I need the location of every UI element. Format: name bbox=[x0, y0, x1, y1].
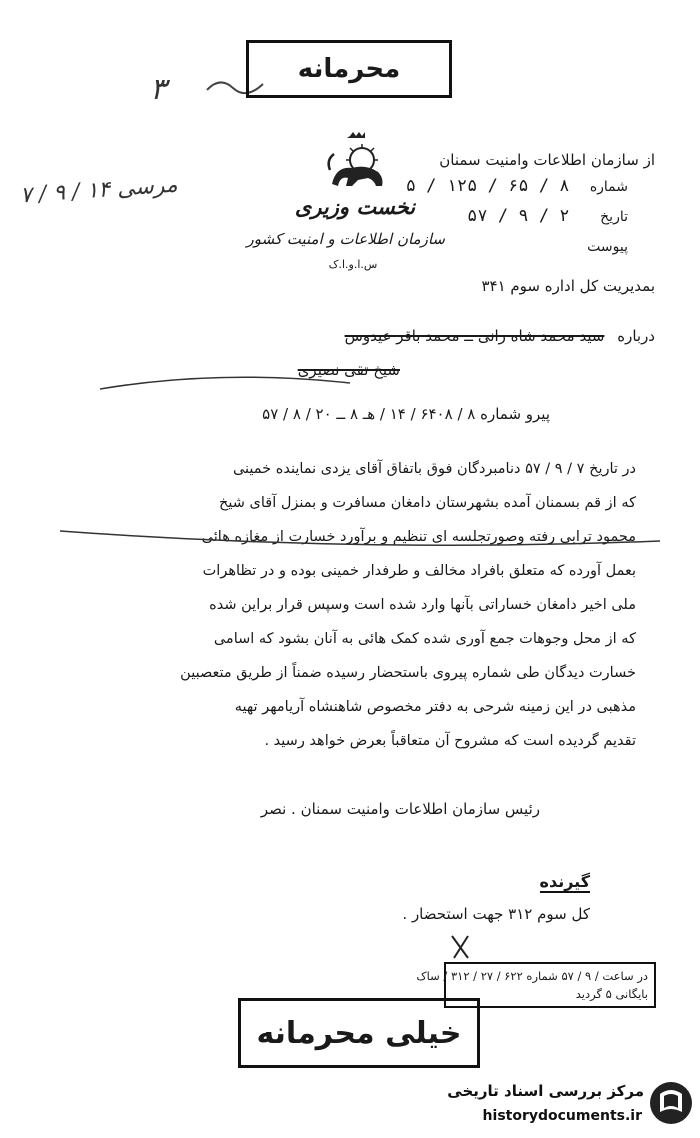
body-line: مذهبی در این زمینه شرحی به دفتر مخصوص شاهنشاه آریامهر تهیه bbox=[234, 699, 636, 715]
subject-names-1: سید محمد شاه رانی ــ محمد باقر عیدوس bbox=[344, 327, 605, 345]
number-label: شماره bbox=[589, 179, 628, 195]
history-documents-logo-icon bbox=[648, 1080, 694, 1126]
date-field bbox=[398, 206, 628, 226]
classification-stamp-bottom bbox=[238, 998, 480, 1068]
origin-line: از سازمان اطلاعات وامنیت سمنان bbox=[439, 151, 655, 169]
receipt-stamp-line-2: بایگانی ۵ گردید bbox=[575, 987, 648, 1001]
watermark-title: مرکز بررسی اسناد تاریخی bbox=[447, 1082, 644, 1100]
letter-body bbox=[61, 452, 636, 758]
classification-text-bottom: خیلی محرمانه bbox=[256, 1015, 462, 1051]
body-line: بعمل آورده که متعلق بافراد مخالف و طرفدار خمینی بوده و در تظاهرات bbox=[202, 563, 636, 579]
date-label: تاریخ bbox=[600, 209, 628, 225]
attachment-label: پیوست bbox=[587, 239, 628, 255]
body-line: خسارت دیدگان طی شماره پیروی باستحضار رسیده ضمناً از طریق متعصبین bbox=[180, 665, 636, 681]
receipt-stamp-line-1: در ساعت / ۹ / ۵۷ شماره ۶۲۲ / ۲۷ / ۳۱۲ / ساک bbox=[416, 969, 648, 983]
addressee-line: بمدیریت کل اداره سوم ۳۴۱ bbox=[481, 277, 655, 295]
lion-and-sun-emblem-icon bbox=[322, 130, 392, 192]
watermark-url: historydocuments.ir bbox=[482, 1108, 642, 1124]
number-field bbox=[398, 176, 628, 196]
recipients-title: گیرنده bbox=[539, 872, 590, 891]
top-left-scribble: ۳ bbox=[150, 72, 167, 107]
classification-stamp-top bbox=[246, 40, 452, 98]
classification-text-top: محرمانه bbox=[297, 54, 401, 84]
subject-line-1 bbox=[95, 326, 655, 346]
number-value: ۸ / ۶۵ / ۱۲۵ / ۵ bbox=[405, 176, 570, 196]
ministry-title: نخست وزیری bbox=[294, 194, 416, 219]
signature-line: رئیس سازمان اطلاعات وامنیت سمنان . نصر bbox=[260, 800, 540, 818]
body-line: ملی اخیر دامغان خساراتی بآنها وارد شده است وسپس قرار براین شده bbox=[209, 597, 636, 613]
body-line: که از قم بسمنان آمده بشهرستان دامغان مسافرت و بمنزل آقای شیخ bbox=[219, 495, 636, 511]
body-line: در تاریخ ۷ / ۹ / ۵۷ دنامبردگان فوق باتفاق آقای یزدی نماینده خمینی bbox=[232, 461, 636, 477]
pen-stroke-decoration bbox=[60, 525, 660, 555]
reference-line: پیرو شماره ۸ / ۶۴۰۸ / ۱۴ / هـ ۸ ــ ۲۰ / ۸ / ۵۷ bbox=[262, 405, 550, 423]
body-line: محمود ترابی رفته وصورتجلسه ای تنظیم و برآورد خسارت از مغازه هائی bbox=[201, 529, 636, 545]
organization-title: سازمان اطلاعات و امنیت کشور bbox=[246, 230, 445, 248]
date-value: ۲ / ۹ / ۵۷ bbox=[467, 206, 570, 226]
attachment-field bbox=[398, 236, 628, 256]
pen-stroke-decoration bbox=[100, 365, 350, 395]
watermark bbox=[420, 1076, 700, 1138]
body-line: که از محل وجوهات جمع آوری شده کمک هائی به آنان بشود که اسامی bbox=[213, 631, 636, 647]
form-reference: س.ا.و.ا.ک bbox=[328, 258, 378, 271]
subject-names-2: شیخ تقی نصیری bbox=[297, 361, 400, 379]
recipient-line-1: کل سوم ۳۱۲ جهت استحضار . bbox=[402, 905, 590, 923]
margin-note: مرسی ۱۴ / ۹ / ۷ bbox=[19, 172, 179, 209]
body-line: تقدیم گردیده است که مشروح آن متعاقباً بعرض خواهد رسید . bbox=[264, 733, 636, 749]
subject-label: درباره bbox=[617, 327, 655, 345]
cross-mark-icon bbox=[448, 934, 472, 960]
